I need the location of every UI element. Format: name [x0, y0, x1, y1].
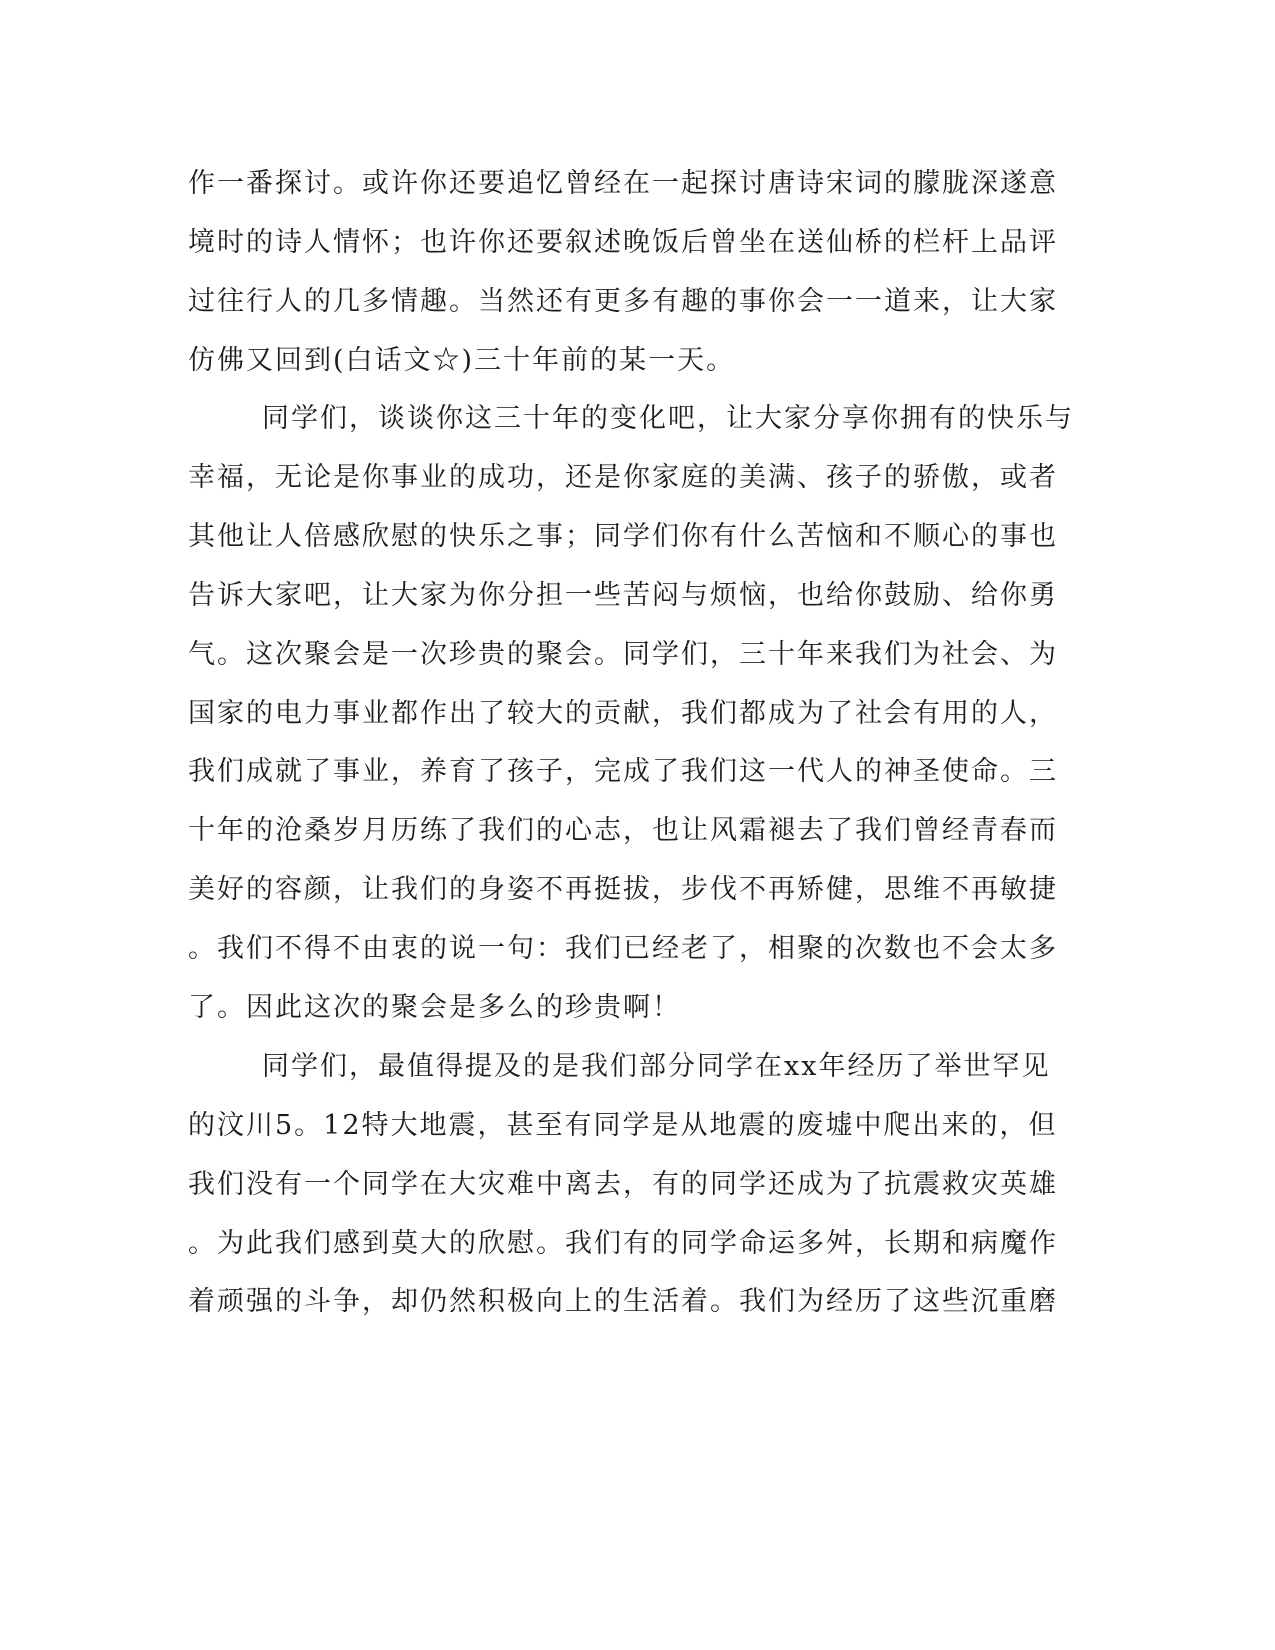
text-line: 着顽强的斗争，却仍然积极向上的生活着。我们为经历了这些沉重磨 — [188, 1286, 1058, 1317]
text-line: 过往行人的几多情趣。当然还有更多有趣的事你会一一道来，让大家 — [188, 286, 1058, 317]
text-line: 。为此我们感到莫大的欣慰。我们有的同学命运多舛，长期和病魔作 — [188, 1228, 1058, 1259]
text-line: 十年的沧桑岁月历练了我们的心志，也让风霜褪去了我们曾经青春而 — [188, 815, 1058, 846]
text-line: 仿佛又回到(白话文☆)三十年前的某一天。 — [188, 345, 736, 376]
text-line: 其他让人倍感欣慰的快乐之事；同学们你有什么苦恼和不顺心的事也 — [188, 521, 1058, 552]
text-line: 我们成就了事业，养育了孩子，完成了我们这一代人的神圣使命。三 — [188, 756, 1058, 787]
text-line: 作一番探讨。或许你还要追忆曾经在一起探讨唐诗宋词的朦胧深遂意 — [188, 168, 1058, 199]
text-line: 告诉大家吧，让大家为你分担一些苦闷与烦恼，也给你鼓励、给你勇 — [188, 580, 1058, 611]
text-line: 。我们不得不由衷的说一句：我们已经老了，相聚的次数也不会太多 — [188, 933, 1058, 964]
text-line: 的汶川5。12特大地震，甚至有同学是从地震的废墟中爬出来的，但 — [188, 1110, 1058, 1141]
text-line: 国家的电力事业都作出了较大的贡献，我们都成为了社会有用的人， — [188, 698, 1058, 729]
text-line: 我们没有一个同学在大灾难中离去，有的同学还成为了抗震救灾英雄 — [188, 1169, 1058, 1200]
text-line: 境时的诗人情怀；也许你还要叙述晚饭后曾坐在送仙桥的栏杆上品评 — [188, 227, 1058, 258]
text-line: 气。这次聚会是一次珍贵的聚会。同学们，三十年来我们为社会、为 — [188, 639, 1058, 670]
text-line: 幸福，无论是你事业的成功，还是你家庭的美满、孩子的骄傲，或者 — [188, 462, 1058, 493]
text-line: 了。因此这次的聚会是多么的珍贵啊！ — [188, 992, 681, 1023]
paragraph-first-line: 同学们，最值得提及的是我们部分同学在xx年经历了举世罕见 — [262, 1051, 1051, 1082]
paragraph-first-line: 同学们，谈谈你这三十年的变化吧，让大家分享你拥有的快乐与 — [262, 403, 1074, 434]
text-line: 美好的容颜，让我们的身姿不再挺拔，步伐不再矫健，思维不再敏捷 — [188, 874, 1058, 905]
